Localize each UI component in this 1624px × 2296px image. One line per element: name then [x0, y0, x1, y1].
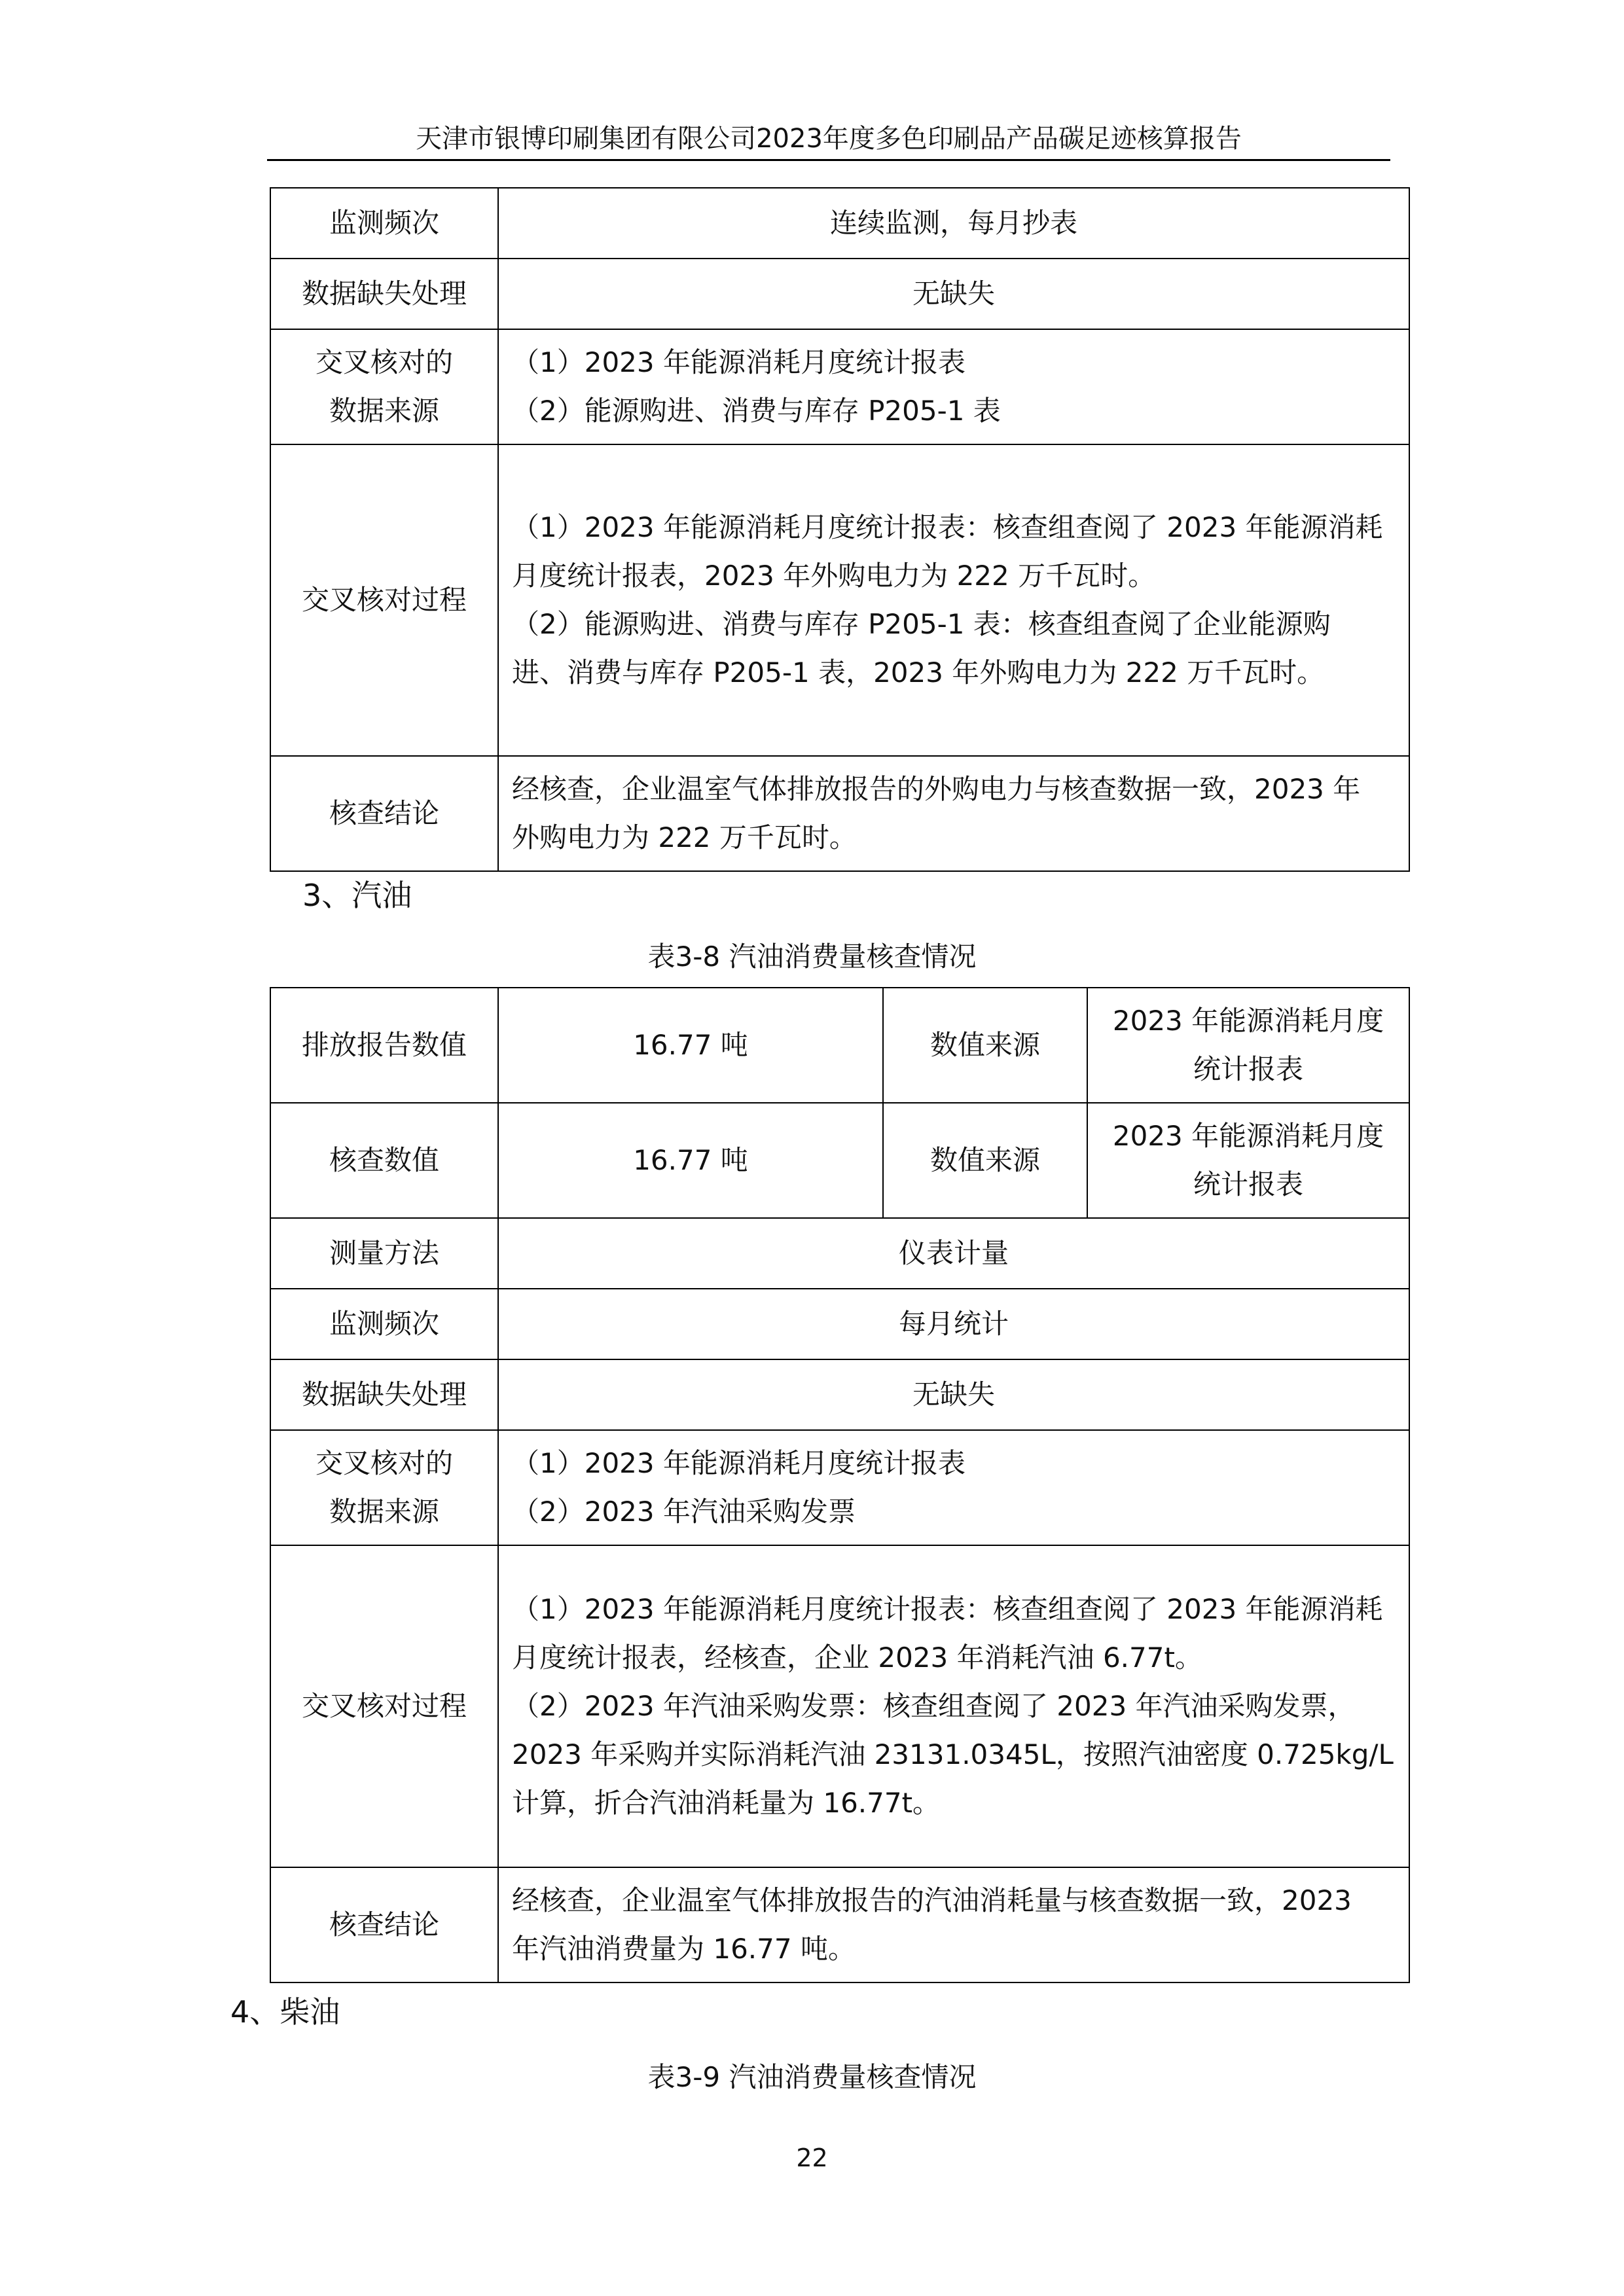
section-heading-gasoline: 3、汽油	[302, 878, 412, 913]
table-row	[270, 188, 1409, 259]
report-source-label: 数值来源	[883, 988, 1087, 1103]
cross-check-process-label: 交叉核对过程	[270, 1545, 498, 1867]
conclusion-label: 核查结论	[270, 1867, 498, 1982]
table-caption-3-8: 表3-8 汽油消费量核查情况	[647, 941, 977, 973]
table-row	[270, 1359, 1409, 1430]
page-header-title: 天津市银博印刷集团有限公司2023年度多色印刷品产品碳足迹核算报告	[416, 124, 1242, 154]
monitor-frequency-label: 监测频次	[270, 188, 498, 259]
verified-value-label: 核查数值	[270, 1103, 498, 1218]
table-row	[270, 988, 1409, 1103]
table-row	[270, 1430, 1409, 1545]
monitor-frequency-value: 连续监测，每月抄表	[498, 188, 1409, 259]
table-caption-3-9: 表3-9 汽油消费量核查情况	[647, 2061, 977, 2093]
measurement-method-label: 测量方法	[270, 1218, 498, 1289]
cross-check-process-value: （1）2023 年能源消耗月度统计报表：核查组查阅了 2023 年能源消耗 月度统计报表，经核查，企业 2023 年消耗汽油 6.77t。 （2）2023 年汽油采购发票：核查组查阅了 2023 年汽油采购发票， 2023 年采购并实际消耗汽油 23131.0345L，按照汽油密度 0.725kg/L 计算，折合汽油消耗量为 16.77t。	[498, 1545, 1409, 1867]
report-source-value: 2023 年能源消耗月度 统计报表	[1087, 988, 1409, 1103]
gasoline-verification-table	[270, 987, 1410, 1983]
report-value: 16.77 吨	[498, 988, 883, 1103]
missing-data-value: 无缺失	[498, 259, 1409, 329]
table-row	[270, 1289, 1409, 1359]
table-row	[270, 1103, 1409, 1218]
table-row	[270, 329, 1409, 444]
monitor-frequency-label: 监测频次	[270, 1289, 498, 1359]
cross-check-process-value: （1）2023 年能源消耗月度统计报表：核查组查阅了 2023 年能源消耗 月度统计报表，2023 年外购电力为 222 万千瓦时。 （2）能源购进、消费与库存 P205-1 表：核查组查阅了企业能源购 进、消费与库存 P205-1 表，2023 年外购电力为 222 万千瓦时。	[498, 444, 1409, 756]
cross-check-sources-value: （1）2023 年能源消耗月度统计报表 （2）2023 年汽油采购发票	[498, 1430, 1409, 1545]
table-row	[270, 1218, 1409, 1289]
report-value-label: 排放报告数值	[270, 988, 498, 1103]
conclusion-label: 核查结论	[270, 756, 498, 871]
verified-source-value: 2023 年能源消耗月度 统计报表	[1087, 1103, 1409, 1218]
cross-check-sources-label: 交叉核对的 数据来源	[270, 329, 498, 444]
header-divider	[267, 159, 1390, 161]
table-row	[270, 1867, 1409, 1982]
monitor-frequency-value: 每月统计	[498, 1289, 1409, 1359]
missing-data-value: 无缺失	[498, 1359, 1409, 1430]
table-row	[270, 1545, 1409, 1867]
cross-check-process-label: 交叉核对过程	[270, 444, 498, 756]
table-row	[270, 756, 1409, 871]
section-heading-diesel: 4、柴油	[230, 1994, 340, 2030]
missing-data-label: 数据缺失处理	[270, 259, 498, 329]
cross-check-sources-value: （1）2023 年能源消耗月度统计报表 （2）能源购进、消费与库存 P205-1 表	[498, 329, 1409, 444]
cross-check-sources-label: 交叉核对的 数据来源	[270, 1430, 498, 1545]
verified-value: 16.77 吨	[498, 1103, 883, 1218]
table-row	[270, 444, 1409, 756]
conclusion-value: 经核查，企业温室气体排放报告的外购电力与核查数据一致，2023 年 外购电力为 222 万千瓦时。	[498, 756, 1409, 871]
table-row	[270, 259, 1409, 329]
electricity-verification-table	[270, 187, 1410, 872]
page-number: 22	[796, 2144, 828, 2172]
verified-source-label: 数值来源	[883, 1103, 1087, 1218]
missing-data-label: 数据缺失处理	[270, 1359, 498, 1430]
measurement-method-value: 仪表计量	[498, 1218, 1409, 1289]
conclusion-value: 经核查，企业温室气体排放报告的汽油消耗量与核查数据一致，2023 年汽油消费量为 16.77 吨。	[498, 1867, 1409, 1982]
